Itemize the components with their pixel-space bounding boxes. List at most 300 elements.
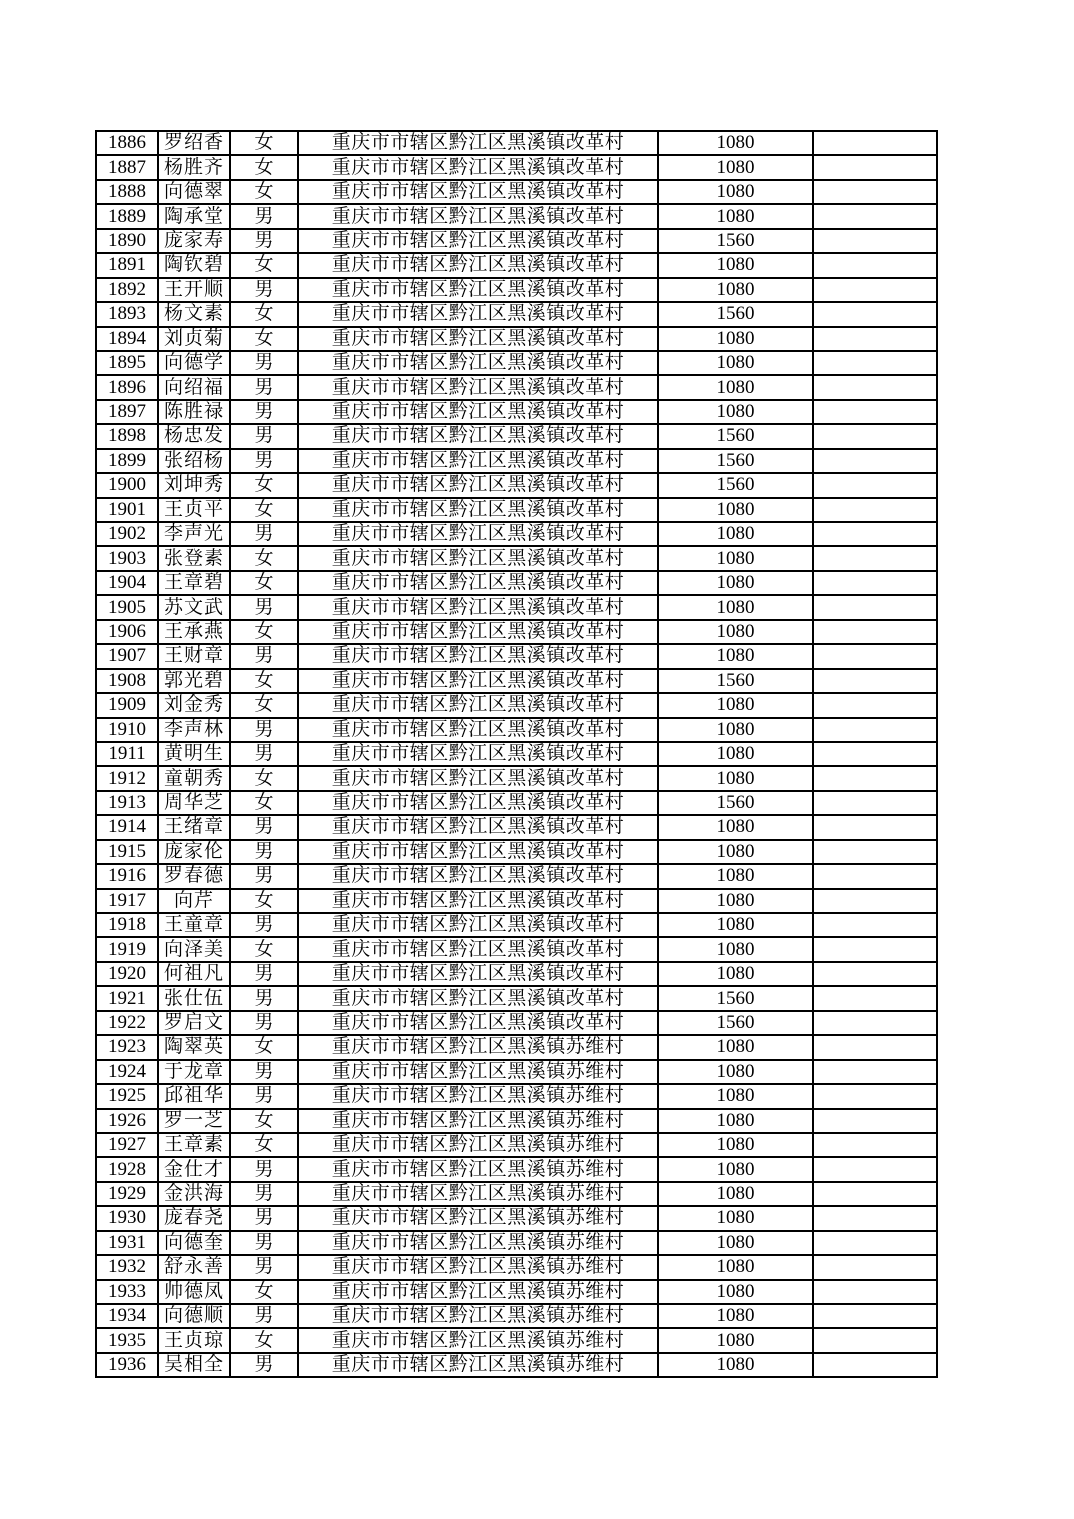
cell-gender: 男 <box>230 644 298 668</box>
cell-blank <box>813 1231 937 1255</box>
cell-name: 李声光 <box>158 522 230 546</box>
cell-address: 重庆市市辖区黔江区黑溪镇苏维村 <box>298 1206 658 1230</box>
cell-amount: 1560 <box>658 669 813 693</box>
cell-blank <box>813 278 937 302</box>
table-row <box>96 375 937 399</box>
cell-name: 张仕伍 <box>158 986 230 1010</box>
table-row <box>96 302 937 326</box>
cell-gender: 女 <box>230 1133 298 1157</box>
cell-index: 1928 <box>96 1157 158 1181</box>
cell-gender: 男 <box>230 1255 298 1279</box>
cell-amount: 1080 <box>658 1280 813 1304</box>
cell-index: 1911 <box>96 742 158 766</box>
cell-name: 王童章 <box>158 913 230 937</box>
cell-blank <box>813 1060 937 1084</box>
cell-amount: 1080 <box>658 1231 813 1255</box>
cell-blank <box>813 131 937 155</box>
cell-blank <box>813 864 937 888</box>
cell-gender: 男 <box>230 449 298 473</box>
cell-blank <box>813 742 937 766</box>
cell-name: 向绍福 <box>158 375 230 399</box>
cell-amount: 1080 <box>658 595 813 619</box>
cell-amount: 1560 <box>658 791 813 815</box>
cell-gender: 男 <box>230 1157 298 1181</box>
table-body <box>96 131 937 1377</box>
cell-address: 重庆市市辖区黔江区黑溪镇改革村 <box>298 791 658 815</box>
cell-name: 童朝秀 <box>158 766 230 790</box>
cell-index: 1915 <box>96 840 158 864</box>
cell-index: 1903 <box>96 546 158 570</box>
cell-index: 1890 <box>96 229 158 253</box>
cell-address: 重庆市市辖区黔江区黑溪镇改革村 <box>298 766 658 790</box>
cell-name: 吴相全 <box>158 1353 230 1377</box>
cell-blank <box>813 1109 937 1133</box>
cell-address: 重庆市市辖区黔江区黑溪镇改革村 <box>298 278 658 302</box>
cell-blank <box>813 155 937 179</box>
cell-address: 重庆市市辖区黔江区黑溪镇改革村 <box>298 718 658 742</box>
cell-index: 1934 <box>96 1304 158 1328</box>
cell-address: 重庆市市辖区黔江区黑溪镇改革村 <box>298 473 658 497</box>
cell-blank <box>813 913 937 937</box>
cell-blank <box>813 595 937 619</box>
cell-blank <box>813 253 937 277</box>
cell-address: 重庆市市辖区黔江区黑溪镇改革村 <box>298 620 658 644</box>
table-row <box>96 1328 937 1352</box>
cell-blank <box>813 889 937 913</box>
cell-gender: 男 <box>230 1231 298 1255</box>
cell-name: 邱祖华 <box>158 1084 230 1108</box>
cell-address: 重庆市市辖区黔江区黑溪镇改革村 <box>298 180 658 204</box>
cell-index: 1922 <box>96 1011 158 1035</box>
cell-name: 向德学 <box>158 351 230 375</box>
table-row <box>96 840 937 864</box>
cell-index: 1924 <box>96 1060 158 1084</box>
cell-blank <box>813 449 937 473</box>
cell-address: 重庆市市辖区黔江区黑溪镇改革村 <box>298 937 658 961</box>
cell-index: 1891 <box>96 253 158 277</box>
cell-gender: 女 <box>230 473 298 497</box>
cell-blank <box>813 644 937 668</box>
cell-index: 1905 <box>96 595 158 619</box>
cell-address: 重庆市市辖区黔江区黑溪镇苏维村 <box>298 1060 658 1084</box>
cell-index: 1925 <box>96 1084 158 1108</box>
cell-blank <box>813 571 937 595</box>
cell-gender: 男 <box>230 1084 298 1108</box>
cell-blank <box>813 546 937 570</box>
cell-address: 重庆市市辖区黔江区黑溪镇苏维村 <box>298 1157 658 1181</box>
cell-blank <box>813 1255 937 1279</box>
cell-amount: 1080 <box>658 718 813 742</box>
cell-amount: 1080 <box>658 1157 813 1181</box>
cell-name: 陶承堂 <box>158 204 230 228</box>
cell-index: 1906 <box>96 620 158 644</box>
cell-amount: 1080 <box>658 546 813 570</box>
cell-blank <box>813 1157 937 1181</box>
cell-name: 罗启文 <box>158 1011 230 1035</box>
cell-blank <box>813 1206 937 1230</box>
cell-blank <box>813 1011 937 1035</box>
cell-amount: 1080 <box>658 253 813 277</box>
cell-address: 重庆市市辖区黔江区黑溪镇苏维村 <box>298 1133 658 1157</box>
cell-name: 帅德凤 <box>158 1280 230 1304</box>
cell-gender: 男 <box>230 742 298 766</box>
cell-blank <box>813 375 937 399</box>
cell-amount: 1080 <box>658 204 813 228</box>
cell-index: 1917 <box>96 889 158 913</box>
cell-blank <box>813 1084 937 1108</box>
cell-index: 1914 <box>96 815 158 839</box>
cell-name: 罗春德 <box>158 864 230 888</box>
cell-blank <box>813 1182 937 1206</box>
table-row <box>96 1157 937 1181</box>
table-row <box>96 522 937 546</box>
cell-index: 1935 <box>96 1328 158 1352</box>
cell-index: 1899 <box>96 449 158 473</box>
cell-address: 重庆市市辖区黔江区黑溪镇改革村 <box>298 571 658 595</box>
cell-index: 1913 <box>96 791 158 815</box>
cell-name: 王绪章 <box>158 815 230 839</box>
cell-name: 于龙章 <box>158 1060 230 1084</box>
table-row <box>96 1060 937 1084</box>
table-row <box>96 1280 937 1304</box>
cell-gender: 男 <box>230 962 298 986</box>
cell-amount: 1080 <box>658 522 813 546</box>
cell-amount: 1080 <box>658 889 813 913</box>
cell-address: 重庆市市辖区黔江区黑溪镇改革村 <box>298 742 658 766</box>
table-row <box>96 1353 937 1377</box>
cell-index: 1919 <box>96 937 158 961</box>
cell-index: 1901 <box>96 498 158 522</box>
cell-gender: 女 <box>230 302 298 326</box>
table-row <box>96 351 937 375</box>
cell-address: 重庆市市辖区黔江区黑溪镇改革村 <box>298 229 658 253</box>
cell-gender: 女 <box>230 327 298 351</box>
cell-amount: 1080 <box>658 1035 813 1059</box>
cell-index: 1916 <box>96 864 158 888</box>
cell-gender: 男 <box>230 1060 298 1084</box>
cell-name: 陶翠英 <box>158 1035 230 1059</box>
cell-address: 重庆市市辖区黔江区黑溪镇改革村 <box>298 253 658 277</box>
cell-gender: 男 <box>230 815 298 839</box>
table-row <box>96 1255 937 1279</box>
cell-amount: 1080 <box>658 913 813 937</box>
cell-amount: 1080 <box>658 815 813 839</box>
cell-gender: 女 <box>230 155 298 179</box>
person-roster-table <box>95 130 938 1378</box>
table-row <box>96 1035 937 1059</box>
cell-amount: 1080 <box>658 937 813 961</box>
table-row <box>96 1231 937 1255</box>
cell-amount: 1080 <box>658 1206 813 1230</box>
table-row <box>96 204 937 228</box>
cell-address: 重庆市市辖区黔江区黑溪镇改革村 <box>298 595 658 619</box>
cell-amount: 1080 <box>658 1109 813 1133</box>
cell-index: 1897 <box>96 400 158 424</box>
cell-index: 1904 <box>96 571 158 595</box>
table-row <box>96 327 937 351</box>
cell-amount: 1080 <box>658 278 813 302</box>
cell-amount: 1080 <box>658 131 813 155</box>
table-row <box>96 791 937 815</box>
cell-name: 向德奎 <box>158 1231 230 1255</box>
table-row <box>96 180 937 204</box>
cell-address: 重庆市市辖区黔江区黑溪镇改革村 <box>298 644 658 668</box>
cell-name: 王贞琼 <box>158 1328 230 1352</box>
cell-gender: 男 <box>230 1304 298 1328</box>
cell-index: 1907 <box>96 644 158 668</box>
table-row <box>96 278 937 302</box>
cell-amount: 1080 <box>658 571 813 595</box>
cell-amount: 1560 <box>658 986 813 1010</box>
cell-amount: 1080 <box>658 498 813 522</box>
cell-index: 1896 <box>96 375 158 399</box>
cell-index: 1887 <box>96 155 158 179</box>
cell-blank <box>813 473 937 497</box>
cell-index: 1926 <box>96 1109 158 1133</box>
table-row <box>96 693 937 717</box>
cell-blank <box>813 498 937 522</box>
cell-address: 重庆市市辖区黔江区黑溪镇苏维村 <box>298 1304 658 1328</box>
cell-name: 王承燕 <box>158 620 230 644</box>
cell-index: 1931 <box>96 1231 158 1255</box>
cell-gender: 男 <box>230 229 298 253</box>
cell-name: 金洪海 <box>158 1182 230 1206</box>
cell-amount: 1080 <box>658 1328 813 1352</box>
cell-address: 重庆市市辖区黔江区黑溪镇改革村 <box>298 962 658 986</box>
cell-index: 1902 <box>96 522 158 546</box>
cell-name: 向德翠 <box>158 180 230 204</box>
cell-gender: 男 <box>230 351 298 375</box>
cell-index: 1932 <box>96 1255 158 1279</box>
cell-amount: 1080 <box>658 840 813 864</box>
table-row <box>96 155 937 179</box>
cell-amount: 1560 <box>658 473 813 497</box>
cell-address: 重庆市市辖区黔江区黑溪镇改革村 <box>298 131 658 155</box>
cell-name: 李声林 <box>158 718 230 742</box>
cell-index: 1894 <box>96 327 158 351</box>
cell-gender: 女 <box>230 791 298 815</box>
cell-amount: 1080 <box>658 1133 813 1157</box>
cell-name: 王章碧 <box>158 571 230 595</box>
table-row <box>96 913 937 937</box>
cell-gender: 男 <box>230 375 298 399</box>
cell-name: 杨胜齐 <box>158 155 230 179</box>
cell-index: 1918 <box>96 913 158 937</box>
cell-blank <box>813 766 937 790</box>
cell-blank <box>813 302 937 326</box>
table-row <box>96 1109 937 1133</box>
cell-gender: 女 <box>230 1280 298 1304</box>
table-row <box>96 1206 937 1230</box>
table-row <box>96 1011 937 1035</box>
cell-index: 1909 <box>96 693 158 717</box>
cell-index: 1933 <box>96 1280 158 1304</box>
table-row <box>96 718 937 742</box>
cell-blank <box>813 1328 937 1352</box>
cell-amount: 1080 <box>658 1255 813 1279</box>
cell-address: 重庆市市辖区黔江区黑溪镇苏维村 <box>298 1280 658 1304</box>
cell-blank <box>813 1280 937 1304</box>
cell-amount: 1080 <box>658 864 813 888</box>
cell-blank <box>813 962 937 986</box>
cell-address: 重庆市市辖区黔江区黑溪镇改革村 <box>298 204 658 228</box>
table-row <box>96 498 937 522</box>
cell-amount: 1560 <box>658 1011 813 1035</box>
cell-address: 重庆市市辖区黔江区黑溪镇苏维村 <box>298 1328 658 1352</box>
cell-blank <box>813 522 937 546</box>
cell-address: 重庆市市辖区黔江区黑溪镇改革村 <box>298 522 658 546</box>
cell-name: 王财章 <box>158 644 230 668</box>
cell-name: 苏文武 <box>158 595 230 619</box>
cell-amount: 1080 <box>658 400 813 424</box>
cell-address: 重庆市市辖区黔江区黑溪镇改革村 <box>298 840 658 864</box>
cell-address: 重庆市市辖区黔江区黑溪镇苏维村 <box>298 1182 658 1206</box>
cell-index: 1910 <box>96 718 158 742</box>
cell-index: 1929 <box>96 1182 158 1206</box>
cell-amount: 1080 <box>658 180 813 204</box>
cell-address: 重庆市市辖区黔江区黑溪镇苏维村 <box>298 1353 658 1377</box>
cell-name: 王贞平 <box>158 498 230 522</box>
cell-amount: 1080 <box>658 1084 813 1108</box>
cell-address: 重庆市市辖区黔江区黑溪镇苏维村 <box>298 1255 658 1279</box>
cell-blank <box>813 229 937 253</box>
cell-gender: 男 <box>230 718 298 742</box>
cell-blank <box>813 351 937 375</box>
cell-amount: 1080 <box>658 620 813 644</box>
table-row <box>96 131 937 155</box>
cell-amount: 1080 <box>658 766 813 790</box>
cell-address: 重庆市市辖区黔江区黑溪镇苏维村 <box>298 1231 658 1255</box>
cell-gender: 男 <box>230 986 298 1010</box>
table-row <box>96 620 937 644</box>
cell-name: 周华芝 <box>158 791 230 815</box>
cell-blank <box>813 986 937 1010</box>
table-row <box>96 962 937 986</box>
cell-amount: 1080 <box>658 693 813 717</box>
cell-gender: 女 <box>230 131 298 155</box>
cell-gender: 女 <box>230 546 298 570</box>
cell-gender: 男 <box>230 1182 298 1206</box>
cell-name: 刘贞菊 <box>158 327 230 351</box>
cell-amount: 1080 <box>658 1182 813 1206</box>
cell-name: 黄明生 <box>158 742 230 766</box>
cell-index: 1889 <box>96 204 158 228</box>
table-row <box>96 546 937 570</box>
table-row <box>96 253 937 277</box>
table-row <box>96 473 937 497</box>
cell-blank <box>813 327 937 351</box>
cell-name: 王章素 <box>158 1133 230 1157</box>
cell-amount: 1080 <box>658 644 813 668</box>
cell-index: 1888 <box>96 180 158 204</box>
cell-amount: 1080 <box>658 1304 813 1328</box>
cell-gender: 女 <box>230 1109 298 1133</box>
cell-name: 王开顺 <box>158 278 230 302</box>
table-row <box>96 449 937 473</box>
cell-amount: 1080 <box>658 962 813 986</box>
cell-index: 1893 <box>96 302 158 326</box>
cell-blank <box>813 669 937 693</box>
cell-amount: 1080 <box>658 375 813 399</box>
cell-gender: 女 <box>230 253 298 277</box>
cell-gender: 男 <box>230 864 298 888</box>
cell-gender: 男 <box>230 840 298 864</box>
cell-name: 罗绍香 <box>158 131 230 155</box>
cell-address: 重庆市市辖区黔江区黑溪镇改革村 <box>298 1011 658 1035</box>
cell-address: 重庆市市辖区黔江区黑溪镇改革村 <box>298 400 658 424</box>
cell-name: 金仕才 <box>158 1157 230 1181</box>
cell-blank <box>813 1304 937 1328</box>
cell-amount: 1560 <box>658 424 813 448</box>
cell-name: 向泽美 <box>158 937 230 961</box>
cell-address: 重庆市市辖区黔江区黑溪镇改革村 <box>298 546 658 570</box>
cell-name: 陈胜禄 <box>158 400 230 424</box>
cell-amount: 1080 <box>658 327 813 351</box>
cell-name: 刘金秀 <box>158 693 230 717</box>
cell-index: 1912 <box>96 766 158 790</box>
cell-address: 重庆市市辖区黔江区黑溪镇改革村 <box>298 449 658 473</box>
cell-amount: 1560 <box>658 229 813 253</box>
cell-gender: 女 <box>230 571 298 595</box>
cell-address: 重庆市市辖区黔江区黑溪镇苏维村 <box>298 1084 658 1108</box>
table-row <box>96 742 937 766</box>
cell-name: 庞家伦 <box>158 840 230 864</box>
cell-gender: 男 <box>230 595 298 619</box>
cell-address: 重庆市市辖区黔江区黑溪镇改革村 <box>298 864 658 888</box>
cell-address: 重庆市市辖区黔江区黑溪镇改革村 <box>298 155 658 179</box>
cell-gender: 男 <box>230 522 298 546</box>
cell-blank <box>813 1353 937 1377</box>
cell-gender: 女 <box>230 180 298 204</box>
table-row <box>96 229 937 253</box>
cell-address: 重庆市市辖区黔江区黑溪镇改革村 <box>298 986 658 1010</box>
cell-index: 1908 <box>96 669 158 693</box>
cell-blank <box>813 815 937 839</box>
cell-name: 杨文素 <box>158 302 230 326</box>
cell-gender: 女 <box>230 1328 298 1352</box>
cell-gender: 女 <box>230 889 298 913</box>
cell-address: 重庆市市辖区黔江区黑溪镇改革村 <box>298 327 658 351</box>
cell-amount: 1080 <box>658 1060 813 1084</box>
cell-blank <box>813 1133 937 1157</box>
cell-address: 重庆市市辖区黔江区黑溪镇改革村 <box>298 889 658 913</box>
cell-blank <box>813 937 937 961</box>
cell-gender: 女 <box>230 498 298 522</box>
cell-name: 庞春尧 <box>158 1206 230 1230</box>
cell-address: 重庆市市辖区黔江区黑溪镇改革村 <box>298 375 658 399</box>
cell-index: 1886 <box>96 131 158 155</box>
cell-blank <box>813 840 937 864</box>
cell-address: 重庆市市辖区黔江区黑溪镇改革村 <box>298 351 658 375</box>
cell-blank <box>813 180 937 204</box>
cell-blank <box>813 204 937 228</box>
cell-address: 重庆市市辖区黔江区黑溪镇改革村 <box>298 669 658 693</box>
cell-name: 杨忠发 <box>158 424 230 448</box>
cell-name: 罗一芝 <box>158 1109 230 1133</box>
cell-name: 张登素 <box>158 546 230 570</box>
cell-name: 刘坤秀 <box>158 473 230 497</box>
cell-amount: 1560 <box>658 449 813 473</box>
table-row <box>96 864 937 888</box>
cell-address: 重庆市市辖区黔江区黑溪镇苏维村 <box>298 1109 658 1133</box>
cell-address: 重庆市市辖区黔江区黑溪镇改革村 <box>298 913 658 937</box>
cell-address: 重庆市市辖区黔江区黑溪镇改革村 <box>298 302 658 326</box>
cell-name: 向芹 <box>158 889 230 913</box>
table-row <box>96 815 937 839</box>
cell-blank <box>813 1035 937 1059</box>
cell-index: 1930 <box>96 1206 158 1230</box>
cell-gender: 女 <box>230 620 298 644</box>
